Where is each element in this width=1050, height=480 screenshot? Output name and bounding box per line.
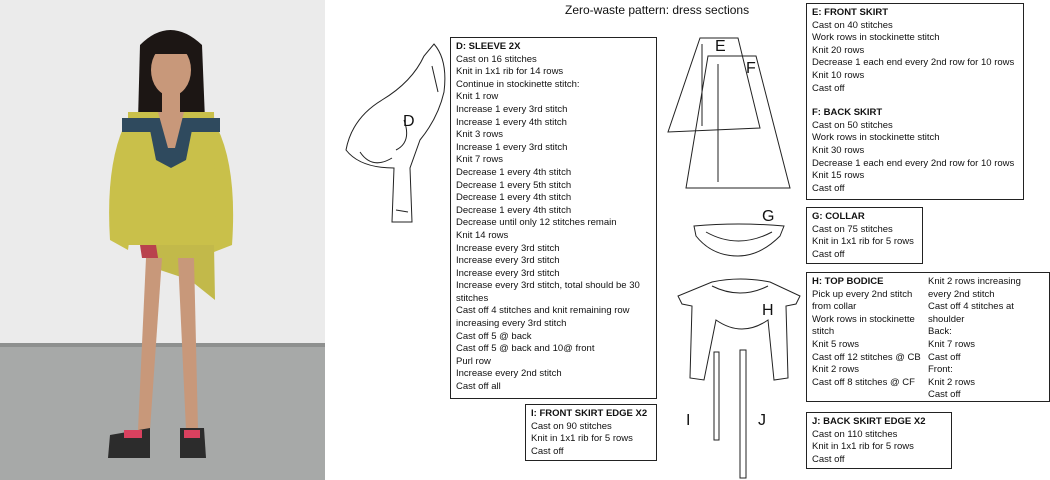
bodice-right-line: Knit 7 rows — [928, 338, 975, 350]
sleeve-line: Continue in stockinette stitch: — [456, 78, 580, 90]
back-edge-line: Cast off — [812, 453, 845, 465]
diagram-title: Zero-waste pattern: dress sections — [565, 3, 750, 17]
back-edge-line: Knit in 1x1 rib for 5 rows — [812, 441, 914, 453]
bodice-heading: H: TOP BODICE — [812, 276, 884, 287]
sleeve-line: Cast off 5 @ back — [456, 330, 532, 342]
sleeve-line: Cast off 5 @ back and 10@ front — [456, 343, 595, 355]
back-edge-line: Cast on 110 stitches — [812, 428, 898, 440]
collar-pattern-piece — [694, 224, 784, 256]
collar-lines — [812, 224, 917, 262]
bodice-left-line: Work rows in stockinette stitch — [812, 313, 915, 338]
sleeve-line: Decrease until only 12 stitches remain — [456, 217, 617, 229]
sleeve-instructions — [450, 37, 657, 399]
bodice-left-line: Knit 2 rows — [812, 364, 859, 376]
skirt-instructions — [806, 3, 1024, 200]
sleeve-piece-label: D — [403, 113, 415, 130]
front-skirt-line: Knit 20 rows — [812, 44, 865, 56]
back-skirt-line: Work rows in stockinette stitch — [812, 132, 940, 144]
sleeve-line: Cast off all — [456, 381, 501, 393]
bodice-right-line: Front: — [928, 364, 953, 376]
sleeve-line: Increase 1 every 4th stitch — [456, 116, 567, 128]
bodice-right-line: Back: — [928, 326, 952, 338]
sleeve-line: Increase every 2nd stitch — [456, 368, 562, 380]
sleeve-line: Decrease 1 every 4th stitch — [456, 204, 572, 216]
sleeve-line: Increase 1 every 3rd stitch — [456, 103, 568, 115]
back-skirt-heading: F: BACK SKIRT — [812, 107, 883, 119]
front-skirt-line: Cast on 40 stitches — [812, 19, 893, 31]
bodice-right-line: Cast off 4 stitches at shoulder — [928, 301, 1014, 325]
bodice-left-line: Knit 5 rows — [812, 338, 859, 350]
back-skirt-piece-label: F — [746, 60, 756, 77]
back-skirt-line: Decrease 1 each end every 2nd row for 10 rows — [812, 157, 1015, 169]
sleeve-lines — [456, 54, 651, 394]
front-skirt-heading: E: FRONT SKIRT — [812, 7, 888, 18]
bodice-right-line: Cast off — [928, 351, 961, 363]
sleeve-line: Knit 3 rows — [456, 129, 503, 141]
sleeve-line: Knit in 1x1 rib for 14 rows — [456, 66, 564, 78]
front-skirt-lines — [812, 20, 1018, 96]
front-edge-heading: I: FRONT SKIRT EDGE X2 — [531, 408, 648, 419]
sleeve-line: Increase every 3rd stitch — [456, 267, 560, 279]
front-edge-piece-label: I — [686, 412, 691, 429]
sleeve-line: Knit 14 rows — [456, 229, 509, 241]
collar-line: Cast on 75 stitches — [812, 223, 893, 235]
sleeve-line: Knit 1 row — [456, 91, 499, 103]
collar-line: Knit in 1x1 rib for 5 rows — [812, 236, 914, 248]
front-edge-line: Cast off — [531, 445, 564, 457]
bodice-right-column — [928, 276, 1046, 402]
front-skirt-line: Knit 10 rows — [812, 69, 865, 81]
skirt-pattern-pieces — [668, 38, 790, 188]
sleeve-line: Increase 1 every 3rd stitch — [456, 141, 568, 153]
bodice-piece-label: H — [762, 302, 774, 319]
bodice-left-line: Cast off 8 stitches @ CF — [812, 376, 915, 388]
back-edge-heading: J: BACK SKIRT EDGE X2 — [812, 416, 926, 427]
sleeve-line: Increase every 3rd stitch — [456, 255, 560, 267]
sleeve-heading: D: SLEEVE 2X — [456, 41, 521, 52]
front-skirt-line: Work rows in stockinette stitch — [812, 32, 940, 44]
back-skirt-line: Knit 15 rows — [812, 170, 865, 182]
bodice-right-line: Cast off — [928, 389, 961, 401]
sleeve-line: Purl row — [456, 355, 491, 367]
back-edge-lines — [812, 429, 946, 467]
sleeve-line: Knit 7 rows — [456, 154, 503, 166]
sleeve-line: Decrease 1 every 4th stitch — [456, 166, 572, 178]
bodice-left-line: Pick up every 2nd stitch from collar — [812, 288, 913, 313]
skirt-edge-pattern-pieces — [714, 350, 746, 478]
front-edge-line: Cast on 90 stitches — [531, 420, 612, 432]
back-skirt-line: Knit 30 rows — [812, 144, 865, 156]
sleeve-line: Increase every 3rd stitch, total should be 30 stitches — [456, 280, 640, 304]
front-skirt-line: Decrease 1 each end every 2nd row for 10 rows — [812, 57, 1015, 69]
bodice-left-line: Cast off 12 stitches @ CB — [812, 351, 921, 363]
collar-piece-label: G — [762, 208, 775, 225]
collar-instructions — [806, 207, 923, 264]
front-edge-line: Knit in 1x1 rib for 5 rows — [531, 433, 633, 445]
bodice-right-lines — [928, 276, 1046, 402]
back-skirt-line: Cast on 50 stitches — [812, 119, 893, 131]
front-skirt-piece-label: E — [715, 38, 726, 55]
sleeve-pattern-piece — [346, 44, 445, 222]
bodice-left-lines — [812, 289, 924, 390]
sleeve-line: Decrease 1 every 4th stitch — [456, 192, 572, 204]
bodice-right-line: Knit 2 rows — [928, 376, 975, 388]
sleeve-line: Cast on 16 stitches — [456, 53, 537, 65]
sleeve-line: Cast off 4 stitches and knit remaining row increasing every 3rd stitch — [456, 305, 630, 330]
back-skirt-line: Cast off — [812, 182, 845, 194]
sleeve-line: Decrease 1 every 5th stitch — [456, 179, 572, 191]
collar-line: Cast off — [812, 248, 845, 260]
bodice-instructions — [806, 272, 1050, 402]
sleeve-line: Increase every 3rd stitch — [456, 242, 560, 254]
front-edge-instructions — [525, 404, 657, 461]
back-edge-piece-label: J — [758, 412, 766, 429]
front-edge-lines — [531, 421, 651, 459]
bodice-pattern-piece — [678, 279, 800, 380]
back-edge-instructions — [806, 412, 952, 469]
bodice-left-column — [812, 276, 924, 389]
front-skirt-line: Cast off — [812, 82, 845, 94]
bodice-right-line: Knit 2 rows increasing every 2nd stitch — [928, 276, 1021, 300]
back-skirt-lines — [812, 120, 1018, 196]
collar-heading: G: COLLAR — [812, 211, 865, 222]
